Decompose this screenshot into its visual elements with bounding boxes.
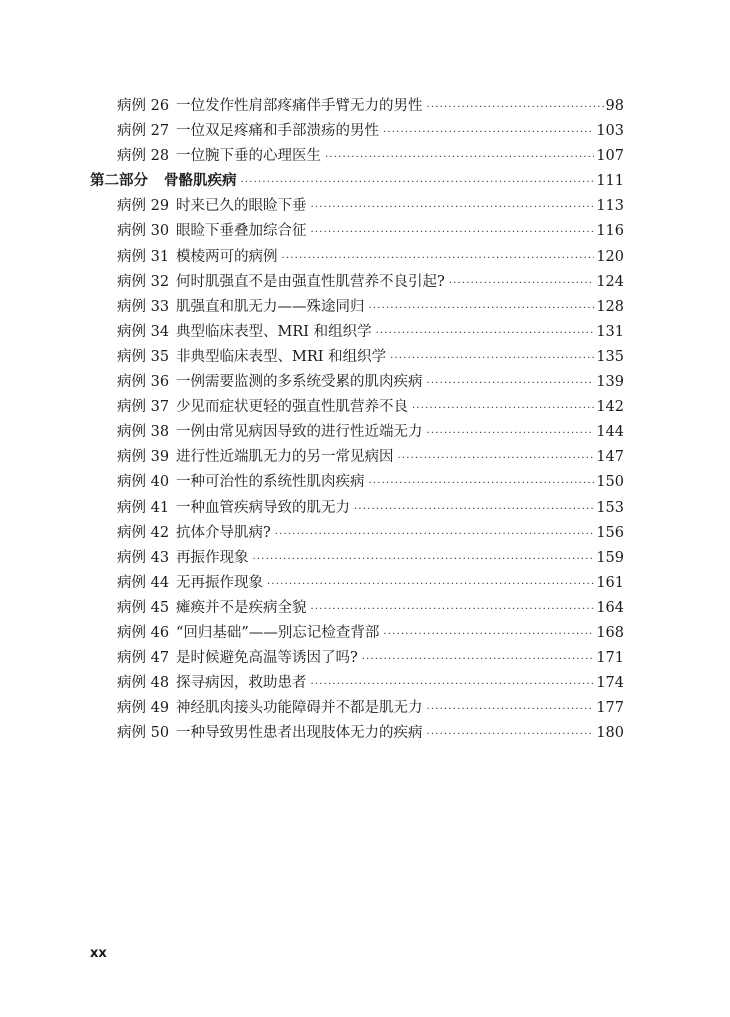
toc-case-entry bbox=[0, 646, 730, 671]
page-number: 98 bbox=[604, 94, 624, 119]
case-title: “回归基础”——别忘记检查背部 bbox=[176, 624, 380, 641]
case-number: 病例 31 bbox=[117, 248, 170, 265]
case-number: 病例 28 bbox=[117, 148, 170, 165]
toc-case-entry bbox=[0, 320, 730, 345]
toc-case-entry bbox=[0, 521, 730, 546]
dot-leader bbox=[311, 597, 625, 622]
case-number: 病例 27 bbox=[117, 123, 170, 140]
dot-leader bbox=[383, 120, 624, 145]
page-number: 161 bbox=[594, 571, 624, 596]
case-title: 典型临床表型、MRI 和组织学 bbox=[176, 323, 372, 340]
case-number: 病例 46 bbox=[117, 624, 170, 641]
toc-case-entry bbox=[0, 496, 730, 521]
case-title: 一位腕下垂的心理医生 bbox=[176, 148, 321, 165]
case-title: 一种血管疾病导致的肌无力 bbox=[176, 499, 350, 516]
toc-case-entry bbox=[0, 345, 730, 370]
entry-title-line bbox=[176, 546, 624, 572]
case-number: 病例 34 bbox=[117, 323, 170, 340]
entry-title-line bbox=[176, 245, 624, 271]
dot-leader bbox=[427, 95, 625, 120]
entry-title-line bbox=[176, 295, 624, 321]
case-number: 病例 47 bbox=[117, 650, 170, 667]
page-number: 171 bbox=[594, 646, 624, 671]
case-title: 模棱两可的病例 bbox=[176, 248, 278, 265]
toc-case-entry bbox=[0, 119, 730, 144]
toc-case-entry bbox=[0, 546, 730, 571]
case-number: 病例 45 bbox=[117, 599, 170, 616]
entry-title-line bbox=[176, 521, 624, 547]
case-title: 抗体介导肌病? bbox=[176, 524, 271, 541]
dot-leader bbox=[383, 622, 624, 647]
case-title: 一种可治性的系统性肌肉疾病 bbox=[176, 474, 365, 491]
case-number: 病例 29 bbox=[117, 198, 170, 215]
case-number: 病例 41 bbox=[117, 499, 170, 516]
toc-case-entry bbox=[0, 721, 730, 746]
entry-title-line bbox=[176, 144, 624, 170]
case-title: 眼睑下垂叠加综合征 bbox=[176, 223, 307, 240]
toc-case-entry bbox=[0, 194, 730, 219]
page-number: 174 bbox=[594, 671, 624, 696]
page-number: 120 bbox=[594, 245, 624, 270]
case-number: 病例 32 bbox=[117, 273, 170, 290]
case-number: 病例 26 bbox=[117, 98, 170, 114]
case-title: 一种导致男性患者出现肢体无力的疾病 bbox=[176, 725, 423, 742]
entry-title-line bbox=[164, 169, 624, 195]
toc-case-entry bbox=[0, 94, 730, 119]
page-number: 156 bbox=[594, 521, 624, 546]
entry-title-line bbox=[176, 94, 624, 120]
case-number: 病例 43 bbox=[117, 549, 170, 566]
case-number: 病例 42 bbox=[117, 524, 170, 541]
page-number: 124 bbox=[594, 270, 624, 295]
entry-title-line bbox=[176, 571, 624, 597]
case-number: 病例 30 bbox=[117, 223, 170, 240]
case-number: 病例 35 bbox=[117, 348, 170, 365]
dot-leader bbox=[398, 446, 625, 471]
page-number: 180 bbox=[594, 721, 624, 746]
dot-leader bbox=[311, 195, 625, 220]
dot-leader bbox=[362, 647, 624, 672]
entry-title-line bbox=[176, 219, 624, 245]
page-number: 159 bbox=[594, 546, 624, 571]
toc-case-entry bbox=[0, 219, 730, 244]
dot-leader bbox=[369, 296, 625, 321]
toc-case-entry bbox=[0, 295, 730, 320]
case-number: 病例 36 bbox=[117, 374, 170, 391]
entry-title-line bbox=[176, 370, 624, 396]
page-number: 147 bbox=[594, 445, 624, 470]
page-number: 113 bbox=[594, 194, 624, 219]
case-number: 病例 33 bbox=[117, 298, 170, 315]
case-number: 病例 48 bbox=[117, 675, 170, 692]
dot-leader bbox=[311, 220, 625, 245]
case-title: 无再振作现象 bbox=[176, 574, 263, 591]
page-number: 168 bbox=[594, 621, 624, 646]
toc-case-entry bbox=[0, 470, 730, 495]
page-number: 144 bbox=[594, 420, 624, 445]
table-of-contents bbox=[0, 94, 730, 746]
entry-title-line bbox=[176, 420, 624, 446]
case-title: 再振作现象 bbox=[176, 549, 249, 566]
dot-leader bbox=[354, 497, 624, 522]
page-number: 177 bbox=[594, 696, 624, 721]
entry-title-line bbox=[176, 345, 624, 371]
toc-case-entry bbox=[0, 596, 730, 621]
entry-title-line bbox=[176, 119, 624, 145]
case-title: 一位发作性肩部疼痛伴手臂无力的男性 bbox=[176, 98, 423, 114]
page-number: 128 bbox=[594, 295, 624, 320]
page-number: 153 bbox=[594, 496, 624, 521]
case-title: 时来已久的眼睑下垂 bbox=[176, 198, 307, 215]
case-title: 肌强直和肌无力——殊途同归 bbox=[176, 298, 365, 315]
case-number: 病例 39 bbox=[117, 449, 170, 466]
entry-title-line bbox=[176, 671, 624, 697]
case-title: 神经肌肉接头功能障碍并不都是肌无力 bbox=[176, 700, 423, 717]
dot-leader bbox=[267, 572, 624, 597]
case-title: 是时候避免高温等诱因了吗? bbox=[176, 650, 358, 667]
entry-title-line bbox=[176, 721, 624, 747]
case-title: 一位双足疼痛和手部溃疡的男性 bbox=[176, 123, 379, 140]
case-title: 进行性近端肌无力的另一常见病因 bbox=[176, 449, 394, 466]
entry-title-line bbox=[176, 621, 624, 647]
dot-leader bbox=[412, 396, 624, 421]
case-number: 病例 49 bbox=[117, 700, 170, 717]
toc-case-entry bbox=[0, 245, 730, 270]
case-title: 探寻病因，救助患者 bbox=[176, 675, 307, 692]
case-title: 一例由常见病因导致的进行性近端无力 bbox=[176, 424, 423, 441]
case-number: 病例 37 bbox=[117, 399, 170, 416]
page-number: 107 bbox=[594, 144, 624, 169]
entry-title-line bbox=[176, 470, 624, 496]
toc-case-entry bbox=[0, 671, 730, 696]
dot-leader bbox=[241, 170, 625, 195]
dot-leader bbox=[369, 471, 625, 496]
case-number: 病例 44 bbox=[117, 574, 170, 591]
entry-title-line bbox=[176, 320, 624, 346]
toc-case-entry bbox=[0, 420, 730, 445]
toc-case-entry bbox=[0, 270, 730, 295]
toc-case-entry bbox=[0, 571, 730, 596]
section-label: 第二部分 bbox=[90, 173, 148, 190]
toc-case-entry bbox=[0, 395, 730, 420]
toc-section-entry bbox=[0, 169, 730, 194]
dot-leader bbox=[253, 547, 625, 572]
page-number: 103 bbox=[594, 119, 624, 144]
toc-case-entry bbox=[0, 621, 730, 646]
page-number: 150 bbox=[594, 470, 624, 495]
entry-title-line bbox=[176, 194, 624, 220]
case-number: 病例 50 bbox=[117, 725, 170, 742]
toc-case-entry bbox=[0, 445, 730, 470]
dot-leader bbox=[275, 522, 624, 547]
page-folio: xx bbox=[90, 946, 107, 961]
toc-case-entry bbox=[0, 144, 730, 169]
page-number: 139 bbox=[594, 370, 624, 395]
case-title: 非典型临床表型、MRI 和组织学 bbox=[176, 348, 387, 365]
case-title: 一例需要监测的多系统受累的肌肉疾病 bbox=[176, 374, 423, 391]
case-number: 病例 40 bbox=[117, 474, 170, 491]
dot-leader bbox=[376, 321, 624, 346]
dot-leader bbox=[311, 672, 625, 697]
page-number: 131 bbox=[594, 320, 624, 345]
page-number: 164 bbox=[594, 596, 624, 621]
dot-leader bbox=[325, 145, 624, 170]
entry-title-line bbox=[176, 496, 624, 522]
toc-case-entry bbox=[0, 696, 730, 721]
page-number: 116 bbox=[594, 219, 624, 244]
entry-title-line bbox=[176, 646, 624, 672]
page-number: 111 bbox=[594, 169, 624, 194]
entry-title-line bbox=[176, 696, 624, 722]
case-title: 少见而症状更轻的强直性肌营养不良 bbox=[176, 399, 408, 416]
toc-case-entry bbox=[0, 370, 730, 395]
dot-leader bbox=[282, 246, 625, 271]
entry-title-line bbox=[176, 270, 624, 296]
dot-leader bbox=[390, 346, 624, 371]
case-number: 病例 38 bbox=[117, 424, 170, 441]
entry-title-line bbox=[176, 445, 624, 471]
page-number: 135 bbox=[594, 345, 624, 370]
page-number: 142 bbox=[594, 395, 624, 420]
section-title: 骨骼肌疾病 bbox=[164, 173, 237, 190]
case-title: 何时肌强直不是由强直性肌营养不良引起? bbox=[176, 273, 445, 290]
case-title: 瘫痪并不是疾病全貌 bbox=[176, 599, 307, 616]
entry-title-line bbox=[176, 395, 624, 421]
entry-title-line bbox=[176, 596, 624, 622]
